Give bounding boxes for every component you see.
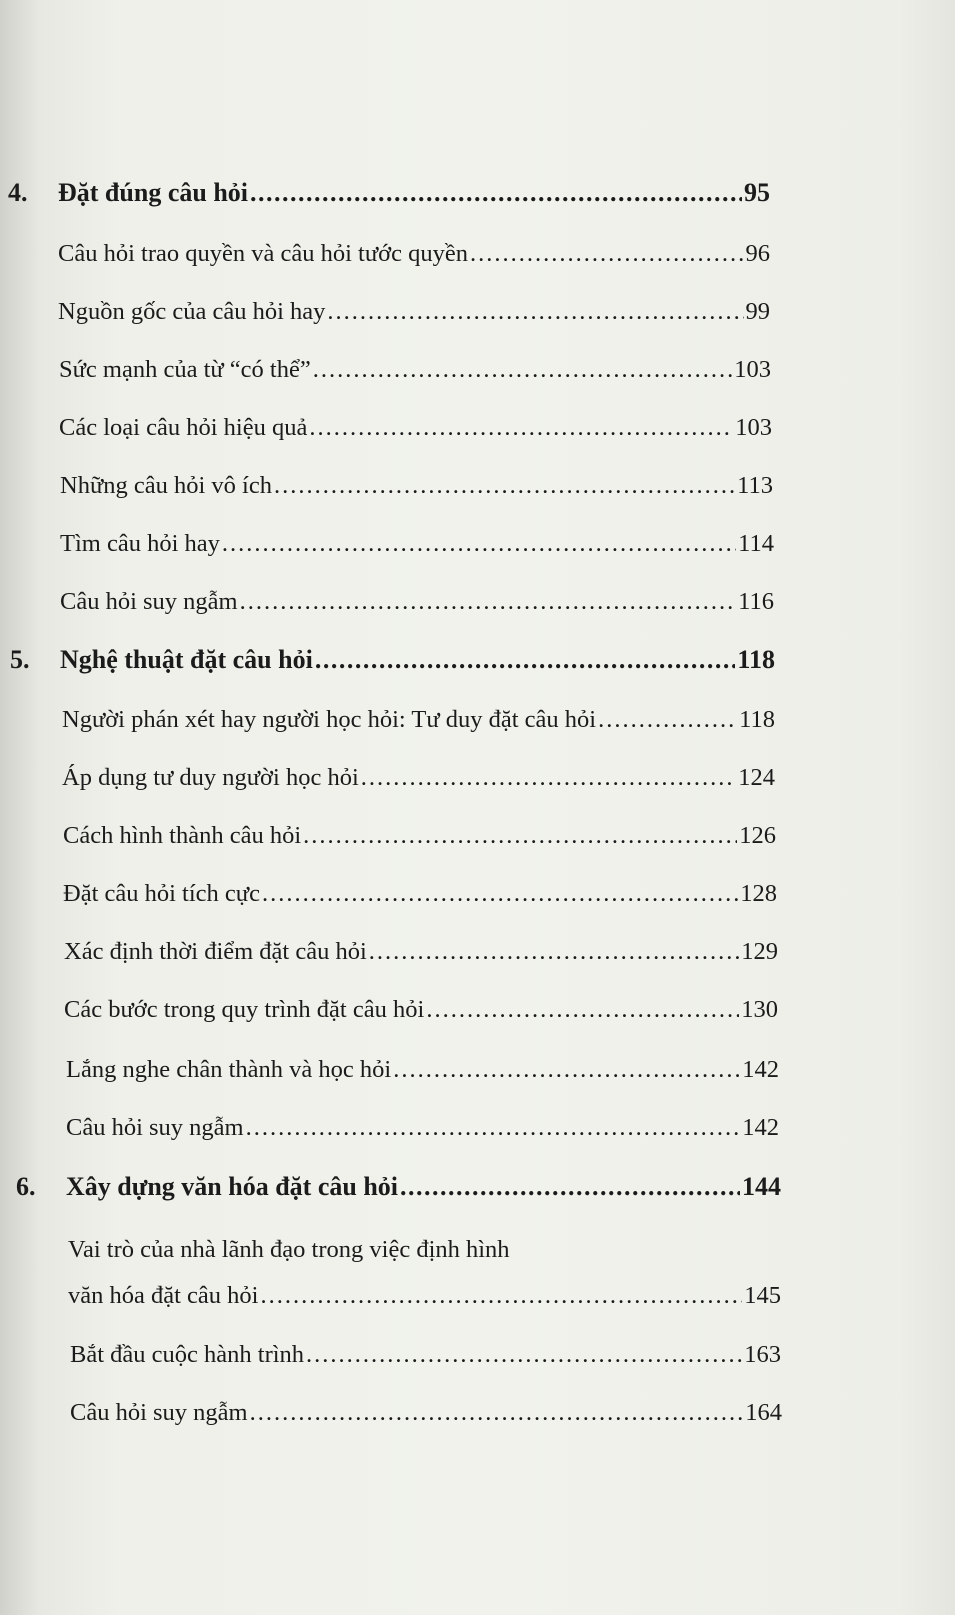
- chapter-6-entry[interactable]: [16, 1172, 781, 1202]
- dot-leader: [262, 880, 738, 908]
- page-number: 95: [744, 178, 770, 207]
- toc-item[interactable]: [58, 298, 770, 326]
- dot-leader: [400, 1172, 740, 1202]
- item-title: Câu hỏi suy ngẫm: [60, 588, 238, 615]
- toc-item-line1[interactable]: Vai trò của nhà lãnh đạo trong việc định hình: [68, 1236, 510, 1263]
- dot-leader: [315, 645, 736, 675]
- page-number: 96: [745, 240, 770, 267]
- page-number: 118: [737, 645, 775, 674]
- dot-leader: [250, 1399, 744, 1427]
- page-number: 163: [744, 1341, 781, 1368]
- page-number: 128: [740, 880, 777, 907]
- dot-leader: [470, 240, 744, 268]
- toc-item[interactable]: [64, 996, 778, 1024]
- toc-item[interactable]: [60, 588, 774, 616]
- chapter-4-entry[interactable]: [8, 178, 770, 208]
- toc-item[interactable]: [59, 356, 771, 384]
- item-title: Những câu hỏi vô ích: [60, 472, 272, 499]
- page-number: 126: [739, 822, 776, 849]
- page-number: 114: [738, 530, 774, 557]
- item-title: Đặt câu hỏi tích cực: [63, 880, 260, 907]
- toc-item[interactable]: [64, 938, 778, 966]
- dot-leader: [309, 414, 733, 442]
- dot-leader: [426, 996, 739, 1024]
- chapter-title: Đặt đúng câu hỏi: [58, 178, 248, 207]
- page-number: 103: [735, 414, 772, 441]
- page-number: 142: [742, 1114, 779, 1141]
- dot-leader: [261, 1282, 743, 1310]
- toc-item[interactable]: [58, 240, 770, 268]
- dot-leader: [313, 356, 733, 384]
- chapter-number: 5.: [10, 645, 30, 674]
- toc-item[interactable]: [70, 1341, 781, 1369]
- item-title: Áp dụng tư duy người học hỏi: [62, 764, 359, 791]
- chapter-title: Xây dựng văn hóa đặt câu hỏi: [66, 1172, 399, 1201]
- dot-leader: [303, 822, 737, 850]
- dot-leader: [240, 588, 737, 616]
- item-title: Sức mạnh của từ “có thể”: [59, 356, 311, 383]
- toc-item[interactable]: [62, 764, 775, 792]
- chapter-title: Nghệ thuật đặt câu hỏi: [60, 645, 313, 674]
- item-title: Người phán xét hay người học hỏi: Tư duy đặt câu hỏi: [62, 706, 597, 733]
- item-title: Nguồn gốc của câu hỏi hay: [58, 298, 326, 325]
- page-number: 164: [745, 1399, 782, 1426]
- page-number: 116: [738, 588, 774, 615]
- dot-leader: [393, 1056, 740, 1084]
- item-title: văn hóa đặt câu hỏi: [68, 1282, 259, 1309]
- item-title: Câu hỏi suy ngẫm: [66, 1114, 244, 1141]
- page-number: 99: [745, 298, 770, 325]
- page-number: 113: [737, 472, 773, 499]
- chapter-number: 4.: [8, 178, 28, 207]
- dot-leader: [361, 764, 736, 792]
- dot-leader: [598, 706, 737, 734]
- item-title: Câu hỏi trao quyền và câu hỏi tước quyền: [58, 240, 468, 267]
- dot-leader: [306, 1341, 742, 1369]
- page-number: 124: [738, 764, 775, 791]
- toc-item[interactable]: [63, 880, 777, 908]
- dot-leader: [250, 178, 742, 208]
- toc-item[interactable]: [70, 1399, 782, 1427]
- toc-item[interactable]: [66, 1056, 779, 1084]
- dot-leader: [274, 472, 735, 500]
- item-title: Xác định thời điểm đặt câu hỏi: [64, 938, 367, 965]
- page-number: 145: [744, 1282, 781, 1309]
- item-title: Các loại câu hỏi hiệu quả: [59, 414, 308, 441]
- toc-item[interactable]: [62, 706, 775, 734]
- chapter-number: 6.: [16, 1172, 36, 1201]
- page-number: 142: [742, 1056, 779, 1083]
- toc-item[interactable]: [68, 1282, 781, 1310]
- item-title: Cách hình thành câu hỏi: [63, 822, 302, 849]
- dot-leader: [327, 298, 743, 326]
- toc-item[interactable]: [66, 1114, 779, 1142]
- page-number: 118: [739, 706, 775, 733]
- item-title: Các bước trong quy trình đặt câu hỏi: [64, 996, 425, 1023]
- toc-item[interactable]: [59, 414, 772, 442]
- dot-leader: [246, 1114, 741, 1142]
- item-title: Lắng nghe chân thành và học hỏi: [66, 1056, 392, 1083]
- page-number: 129: [741, 938, 778, 965]
- dot-leader: [369, 938, 739, 966]
- toc-item[interactable]: [63, 822, 776, 850]
- toc-item[interactable]: [60, 472, 773, 500]
- page-number: 144: [742, 1172, 781, 1201]
- toc-item[interactable]: [60, 530, 774, 558]
- item-title: Tìm câu hỏi hay: [60, 530, 220, 557]
- page-number: 103: [734, 356, 771, 383]
- item-title: Bắt đầu cuộc hành trình: [70, 1341, 305, 1368]
- dot-leader: [222, 530, 736, 558]
- chapter-5-entry[interactable]: [10, 645, 775, 675]
- item-title: Câu hỏi suy ngẫm: [70, 1399, 248, 1426]
- page-number: 130: [741, 996, 778, 1023]
